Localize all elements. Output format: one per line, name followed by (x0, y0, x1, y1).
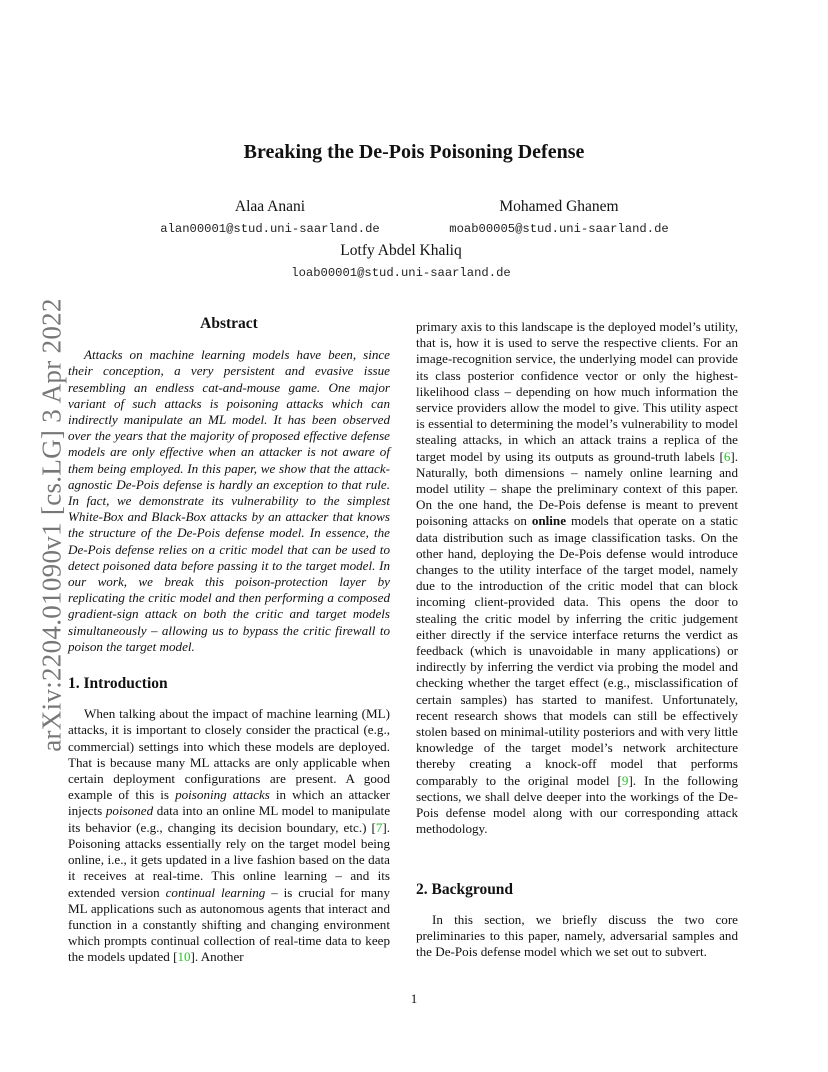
author-block (399, 198, 719, 236)
text-run: When talking about the impact of machine learning (ML) attacks, it is important to closely consider the practical (e.g., commercial) settings into which these models are deployed. That is because many ML attacks are only applicable when certain deployment configurations are present. A good example of this is (68, 706, 390, 803)
paper-title: Breaking the De-Pois Poisoning Defense (243, 141, 585, 163)
abstract-heading: Abstract (200, 315, 258, 332)
citation-link[interactable]: 9 (621, 772, 629, 788)
citation-link[interactable]: 7 (375, 819, 383, 835)
right-column (416, 319, 738, 960)
abstract-text: Attacks on machine learning models have been, since their conception, a very persistent and evasive issue resembling an endless cat-and-mouse game. One major variant of such attacks is poisoning attacks which can indirectly manipulate an ML model. It has been observed over the years that the majority of proposed effective defense models are only effective when an attacker is not aware of them being employed. In this paper, we show that the attack-agnostic De-Pois defense is hardly an exception to that rule. In fact, we demonstrate its vulnerability to the simplest White-Box and Black-Box attacks by an attacker that knows the structure of the De-Pois defense model. In essence, the De-Pois defense relies on a critic model that can be used to detect poisoned data before passing it to the target model. In our work, we break this poison-protection layer by replicating the critic model and then performing a composed gradient-sign attack on both the critic and target models simultaneously – allowing us to bypass the critic firewall to poison the target model. (68, 347, 390, 654)
author-name: Alaa Anani (234, 198, 306, 215)
page-number: 1 (410, 991, 418, 1006)
author-name: Mohamed Ghanem (499, 198, 619, 215)
text-run: ]. In the following sections, we shall delve deeper into the workings of the De-Pois defense model along with our corresponding attack methodology. (416, 772, 738, 837)
text-run: ]. Another (190, 949, 244, 965)
author-block (241, 242, 561, 280)
background-heading: 2. Background (416, 880, 514, 898)
bold-text: online (531, 513, 567, 529)
citation-link[interactable]: 6 (723, 448, 731, 464)
introduction-paragraph (68, 706, 390, 965)
text-run: in which an attacker injects (68, 787, 390, 819)
author-email[interactable]: loab00001@stud.uni-saarland.de (291, 266, 511, 280)
author-block (110, 198, 430, 236)
introduction-paragraph (416, 319, 738, 838)
author-email[interactable]: moab00005@stud.uni-saarland.de (449, 222, 669, 236)
emphasis-text: continual learning (165, 884, 266, 900)
introduction-heading: 1. Introduction (68, 675, 168, 693)
background-paragraph: In this section, we briefly discuss the two core preliminaries to this paper, namely, adversarial samples and the De-Pois defense model which we set out to subvert. (416, 911, 738, 960)
text-run: ]. Naturally, both dimensions – namely online learning and model utility – shape the preliminary context of this paper. On the one hand, the De-Pois defense is meant to prevent poisoning attacks on (416, 448, 738, 529)
citation-link[interactable]: 10 (177, 949, 191, 965)
left-column (68, 316, 390, 966)
text-run: primary axis to this landscape is the deployed model’s utility, that is, how it is used to serve the respective clients. For an image-recognition service, the underlying model can provide its class posterior confidence vector or only the highest-likelihood class – depending on how much information the service providers allow the model to give. This utility aspect is essential to determining the model’s vulnerability to model stealing attacks, in which an attack trains a replica of the target model by using its outputs as ground-truth labels [ (416, 319, 738, 464)
text-run: – is crucial for many ML applications such as autonomous agents that interact and function in a constantly shifting and changing environment which prompts continual collection of real-time data to keep the models updated [ (68, 884, 391, 965)
author-name: Lotfy Abdel Khaliq (340, 242, 462, 259)
text-run: data into an online ML model to manipulate its behavior (e.g., changing its decision boundary, etc.) [ (68, 803, 390, 835)
text-run: models that operate on a static data distribution such as image classification tasks. On the other hand, deploying the De-Pois defense would introduce changes to the utility interface of the target model, namely due to the introduction of the critic model that can block incoming client-provided data. This opens the door to stealing the critic model by inferring the critic judgement either directly if the service interface returns the verdict as feedback (which is unavoidable in many applications) or indirectly by inferring the verdict via probing the model and checking whether the target effect (e.g., misclassification of certain samples) has started to manifest. Unfortunately, recent research shows that models can still be effectively stolen based on minimal-utility posteriors and with very little knowledge of the target model’s network architecture thereby creating a knock-off model that performs comparably to the original model [ (416, 513, 738, 788)
author-email[interactable]: alan00001@stud.uni-saarland.de (160, 222, 380, 236)
emphasis-text: poisoning attacks (175, 787, 270, 803)
arxiv-identifier: arXiv:2204.01090v1 [cs.LG] 3 Apr 2022 (36, 298, 67, 752)
text-run: ]. Poisoning attacks essentially rely on the target model being online, i.e., it gets updated in a live fashion based on the data it receives at real-time. This online learning – and its extended version (68, 819, 390, 900)
emphasis-text: poisoned (105, 803, 154, 819)
